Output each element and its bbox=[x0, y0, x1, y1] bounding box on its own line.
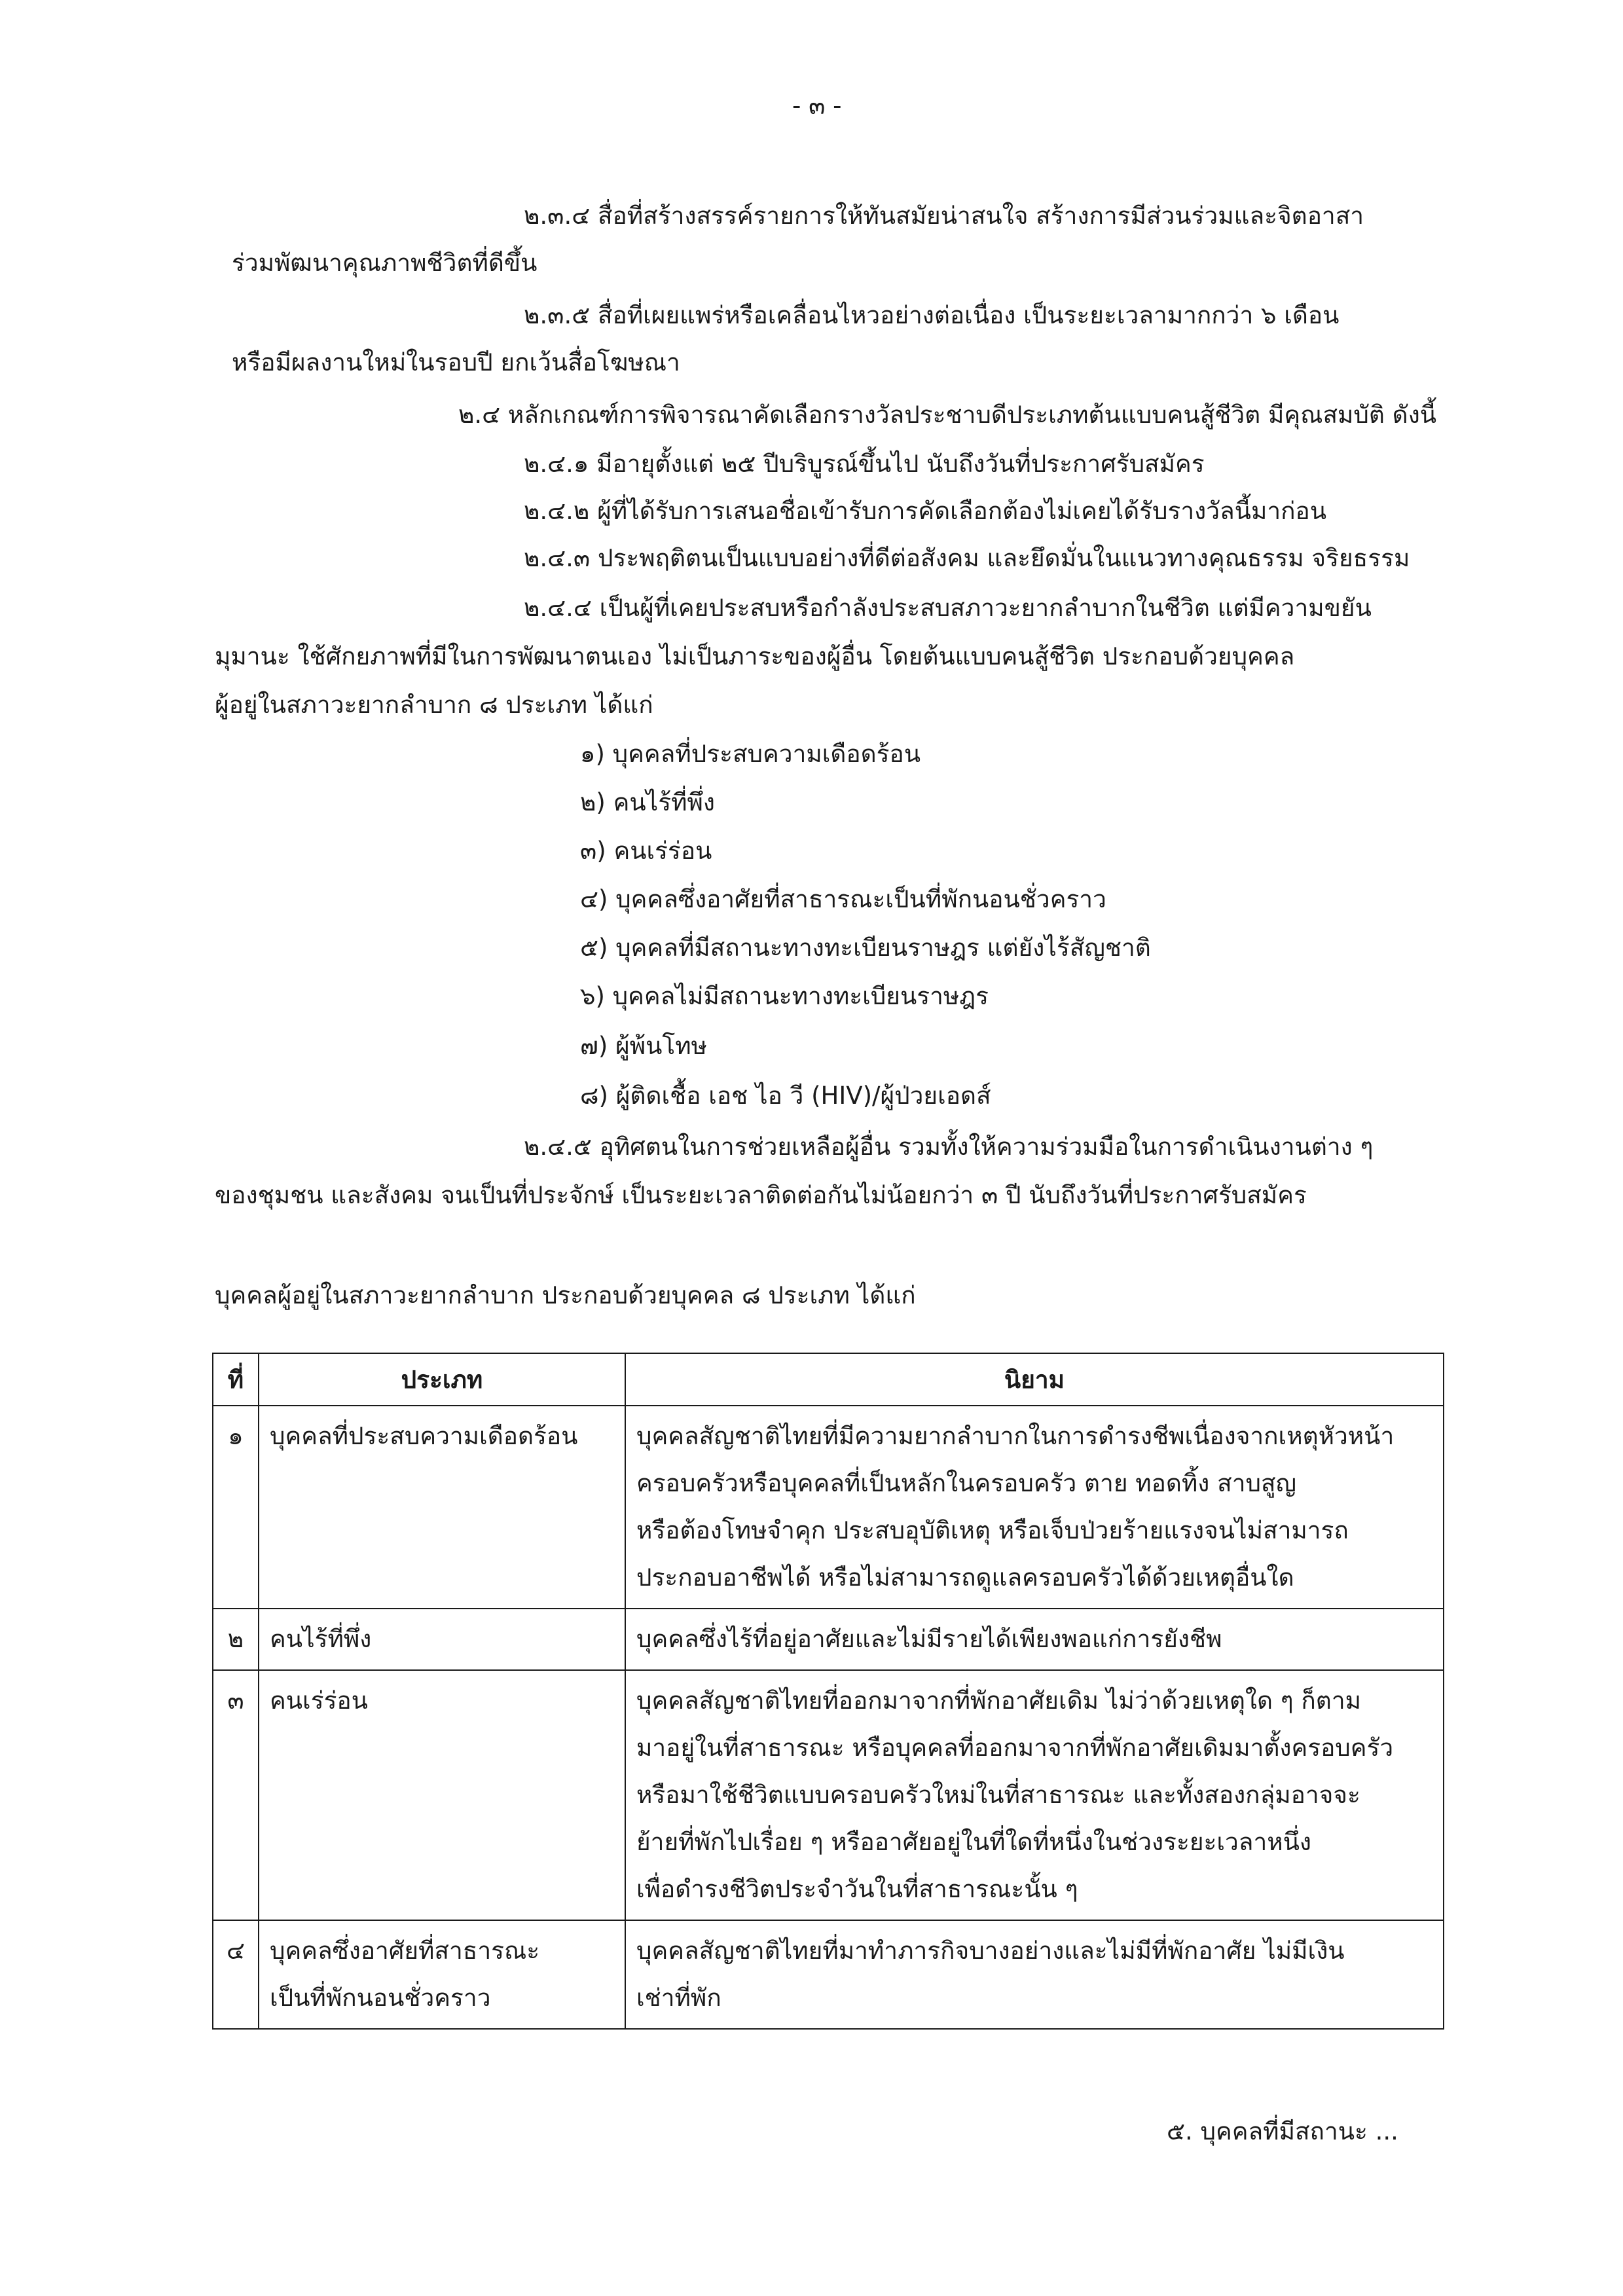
para-2-4-heading: ๒.๔ หลักเกณฑ์การพิจารณาคัดเลือกรางวัลประชาบดีประเภทต้นแบบคนสู้ชีวิต มีคุณสมบัติ ดังนี้ bbox=[458, 401, 1437, 429]
row-type: คนไร้ที่พึ่ง bbox=[259, 1609, 625, 1670]
table-row bbox=[213, 1609, 1444, 1670]
row-no: ๔ bbox=[213, 1920, 259, 2029]
row-definition: บุคคลซึ่งไร้ที่อยู่อาศัยและไม่มีรายได้เพียงพอแก่การยังชีพ bbox=[625, 1609, 1444, 1670]
row-no: ๒ bbox=[213, 1609, 259, 1670]
category-item: ๓) คนเร่ร่อน bbox=[580, 837, 712, 865]
table-row bbox=[213, 1406, 1444, 1609]
header-no: ที่ bbox=[213, 1353, 259, 1406]
para-2-3-5: ๒.๓.๕ สื่อที่เผยแพร่หรือเคลื่อนไหวอย่างต่อเนื่อง เป็นระยะเวลามากกว่า ๖ เดือน bbox=[524, 301, 1340, 329]
category-item: ๘) ผู้ติดเชื้อ เอช ไอ วี (HIV)/ผู้ป่วยเอดส์ bbox=[580, 1082, 991, 1110]
para-2-4-1: ๒.๔.๑ มีอายุตั้งแต่ ๒๕ ปีบริบูรณ์ขึ้นไป นับถึงวันที่ประกาศรับสมัคร bbox=[524, 450, 1205, 478]
header-definition: นิยาม bbox=[625, 1353, 1444, 1406]
table-row bbox=[213, 1670, 1444, 1920]
para-2-3-4-cont: ร่วมพัฒนาคุณภาพชีวิตที่ดีขึ้น bbox=[232, 249, 538, 277]
para-2-3-5-cont: หรือมีผลงานใหม่ในรอบปี ยกเว้นสื่อโฆษณา bbox=[232, 348, 680, 376]
category-item: ๔) บุคคลซึ่งอาศัยที่สาธารณะเป็นที่พักนอนชั่วคราว bbox=[580, 885, 1106, 913]
page-number: - ๓ - bbox=[792, 92, 842, 120]
category-item: ๑) บุคคลที่ประสบความเดือดร้อน bbox=[580, 740, 921, 768]
para-2-4-4-cont-2: ผู้อยู่ในสภาวะยากลำบาก ๘ ประเภท ได้แก่ bbox=[215, 691, 653, 719]
para-2-4-3: ๒.๔.๓ ประพฤติตนเป็นแบบอย่างที่ดีต่อสังคม และยึดมั่นในแนวทางคุณธรรม จริยธรรม bbox=[524, 544, 1410, 572]
para-2-4-4: ๒.๔.๔ เป็นผู้ที่เคยประสบหรือกำลังประสบสภาวะยากลำบากในชีวิต แต่มีความขยัน bbox=[524, 594, 1372, 622]
row-definition: บุคคลสัญชาติไทยที่มาทำภารกิจบางอย่างและไม่มีที่พักอาศัย ไม่มีเงิน เช่าที่พัก bbox=[625, 1920, 1444, 2029]
row-no: ๑ bbox=[213, 1406, 259, 1609]
para-2-4-5: ๒.๔.๕ อุทิศตนในการช่วยเหลือผู้อื่น รวมทั้งให้ความร่วมมือในการดำเนินงานต่าง ๆ bbox=[524, 1133, 1374, 1161]
row-definition: บุคคลสัญชาติไทยที่มีความยากลำบากในการดำรงชีพเนื่องจากเหตุหัวหน้า ครอบครัวหรือบุคคลที่เป็นหลักในครอบครัว ตาย ทอดทิ้ง สาบสูญ หรือต้องโทษจำคุก ประสบอุบัติเหตุ หรือเจ็บป่วยร้ายแรงจนไม่สามารถ ประกอบอาชีพได้ หรือไม่สามารถดูแลครอบครัวได้ด้วยเหตุอื่นใด bbox=[625, 1406, 1444, 1609]
para-2-4-5-cont: ของชุมชน และสังคม จนเป็นที่ประจักษ์ เป็นระยะเวลาติดต่อกันไม่น้อยกว่า ๓ ปี นับถึงวันที่ประกาศรับสมัคร bbox=[215, 1181, 1307, 1209]
para-2-3-4: ๒.๓.๔ สื่อที่สร้างสรรค์รายการให้ทันสมัยน่าสนใจ สร้างการมีส่วนร่วมและจิตอาสา bbox=[524, 202, 1364, 230]
table-row bbox=[213, 1920, 1444, 2029]
footer-continuation: ๕. บุคคลที่มีสถานะ ... bbox=[1167, 2117, 1398, 2145]
category-item: ๗) ผู้พ้นโทษ bbox=[580, 1032, 708, 1060]
table-intro: บุคคลผู้อยู่ในสภาวะยากลำบาก ประกอบด้วยบุคคล ๘ ประเภท ได้แก่ bbox=[215, 1281, 916, 1309]
row-type: บุคคลซึ่งอาศัยที่สาธารณะ เป็นที่พักนอนชั่วคราว bbox=[259, 1920, 625, 2029]
para-2-4-2: ๒.๔.๒ ผู้ที่ได้รับการเสนอชื่อเข้ารับการคัดเลือกต้องไม่เคยได้รับรางวัลนี้มาก่อน bbox=[524, 497, 1327, 525]
row-no: ๓ bbox=[213, 1670, 259, 1920]
category-item: ๖) บุคคลไม่มีสถานะทางทะเบียนราษฎร bbox=[580, 982, 989, 1010]
category-item: ๒) คนไร้ที่พึ่ง bbox=[580, 788, 715, 816]
definitions-table bbox=[212, 1353, 1444, 2030]
header-type: ประเภท bbox=[259, 1353, 625, 1406]
table-header-row bbox=[213, 1353, 1444, 1406]
row-type: คนเร่ร่อน bbox=[259, 1670, 625, 1920]
category-item: ๕) บุคคลที่มีสถานะทางทะเบียนราษฎร แต่ยังไร้สัญชาติ bbox=[580, 934, 1151, 962]
para-2-4-4-cont-1: มุมานะ ใช้ศักยภาพที่มีในการพัฒนาตนเอง ไม่เป็นภาระของผู้อื่น โดยต้นแบบคนสู้ชีวิต ประกอบด้วยบุคคล bbox=[215, 642, 1295, 670]
row-type: บุคคลที่ประสบความเดือดร้อน bbox=[259, 1406, 625, 1609]
row-definition: บุคคลสัญชาติไทยที่ออกมาจากที่พักอาศัยเดิม ไม่ว่าด้วยเหตุใด ๆ ก็ตาม มาอยู่ในที่สาธารณะ หรือบุคคลที่ออกมาจากที่พักอาศัยเดิมมาตั้งครอบครัว หรือมาใช้ชีวิตแบบครอบครัวใหม่ในที่สาธารณะ และทั้งสองกลุ่มอาจจะ ย้ายที่พักไปเรื่อย ๆ หรืออาศัยอยู่ในที่ใดที่หนึ่งในช่วงระยะเวลาหนึ่ง เพื่อดำรงชีวิตประจำวันในที่สาธารณะนั้น ๆ bbox=[625, 1670, 1444, 1920]
